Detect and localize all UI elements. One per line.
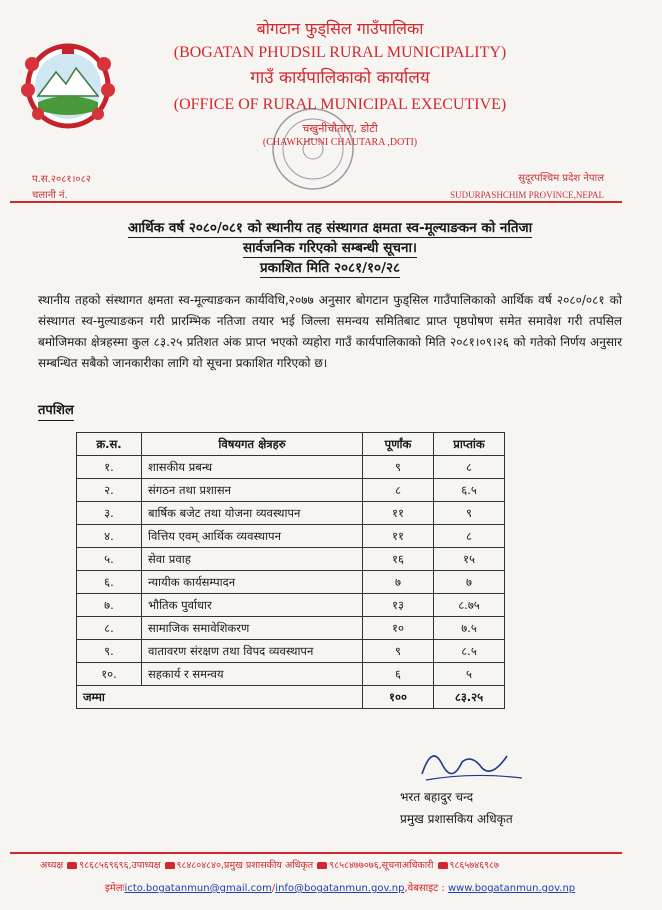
cell-area: वातावरण संरक्षण तथा विपद व्यवस्थापन — [142, 640, 363, 663]
cell-serial: १०. — [77, 663, 142, 686]
office-name-np: गाउँ कार्यपालिकाको कार्यालय — [250, 68, 430, 88]
chair-label: अध्यक्ष — [40, 860, 64, 871]
office-seal-icon — [268, 104, 358, 194]
email-link-info[interactable]: info@bogatanmun.gov.np — [275, 883, 405, 894]
table-row — [77, 479, 505, 502]
phone-icon — [317, 862, 327, 869]
cell-area: बार्षिक बजेट तथा योजना व्यवस्थापन — [142, 502, 363, 525]
table-row — [77, 617, 505, 640]
results-table — [76, 432, 505, 709]
cell-serial: ८. — [77, 617, 142, 640]
info-officer-label: ,सूचनाअधिकारी — [378, 860, 434, 871]
cell-area: वित्तिय एवम् आर्थिक व्यवस्थापन — [142, 525, 363, 548]
cell-full: ९ — [363, 640, 434, 663]
notice-title — [40, 218, 620, 278]
signatory — [400, 786, 513, 830]
reference-block — [32, 172, 91, 204]
cell-serial: ४. — [77, 525, 142, 548]
cao-label: ,प्रमुख प्रशासकीय अधिकृत — [221, 860, 314, 871]
table-header-row — [77, 433, 505, 456]
cell-obtained: ८ — [434, 525, 505, 548]
signature-icon — [412, 734, 532, 794]
cell-serial: ७. — [77, 594, 142, 617]
phone-icon — [438, 862, 448, 869]
cell-serial: ६. — [77, 571, 142, 594]
footer-divider — [10, 852, 622, 854]
title-line-2: सार्वजनिक गरिएको सम्बन्धी सूचना। — [242, 240, 418, 256]
chair-phone: ९८६८५६९६९६ — [79, 860, 129, 871]
details-heading: तपशिल — [38, 402, 74, 421]
address-np: चखुनीचौतारा, डोटी — [302, 122, 378, 135]
cell-obtained: ८.५ — [434, 640, 505, 663]
phone-icon — [165, 862, 175, 869]
header-area: विषयगत क्षेत्रहरु — [142, 433, 363, 456]
municipality-name-np: बोगटान फुड्सिल गाउँपालिका — [256, 19, 424, 38]
vice-label: ,उपाध्यक्ष — [128, 860, 161, 871]
cell-full: ११ — [363, 502, 434, 525]
cell-serial: ३. — [77, 502, 142, 525]
header-obtained: प्राप्तांक — [434, 433, 505, 456]
header-serial: क्र.स. — [77, 433, 142, 456]
table-row — [77, 548, 505, 571]
cell-obtained: ८.७५ — [434, 594, 505, 617]
website-label: ,वेबसाइट : — [404, 883, 445, 894]
cell-full: ११ — [363, 525, 434, 548]
phone-icon — [67, 862, 77, 869]
published-date: प्रकाशित मिति २०८१/१०/२८ — [259, 260, 401, 276]
info-officer-phone: ९८६५७४६९८७ — [449, 860, 499, 871]
total-full: १०० — [363, 686, 434, 709]
email-link-ict[interactable]: icto.bogatanmun@gmail.com — [124, 883, 272, 894]
vice-phone: ९८४८०४८४० — [176, 860, 222, 871]
signatory-name: भरत बहादुर चन्द — [400, 790, 474, 804]
cell-serial: १. — [77, 456, 142, 479]
province-np: सुदूरपश्चिम प्रदेश नेपाल — [518, 173, 604, 184]
email-label: इमेलः — [104, 883, 125, 894]
table-total-row — [77, 686, 505, 709]
municipality-logo-icon — [18, 34, 118, 134]
cell-full: ८ — [363, 479, 434, 502]
cell-full: ६ — [363, 663, 434, 686]
title-line-1: आर्थिक वर्ष २०८०/०८१ को स्थानीय तह संस्थागत क्षमता स्व-मूल्याङकन को नतिजा — [127, 220, 533, 236]
table-row — [77, 640, 505, 663]
email-separator: / — [271, 883, 276, 894]
cell-obtained: ७ — [434, 571, 505, 594]
cao-phone: ९८५८४७७०७६ — [329, 860, 379, 871]
cell-full: १० — [363, 617, 434, 640]
table-row — [77, 594, 505, 617]
table-row — [77, 663, 505, 686]
total-obtained: ८३.२५ — [434, 686, 505, 709]
cell-obtained: १५ — [434, 548, 505, 571]
province-en: SUDURPASHCHIM PROVINCE,NEPAL — [450, 190, 604, 200]
cell-area: संगठन तथा प्रशासन — [142, 479, 363, 502]
cell-obtained: ५ — [434, 663, 505, 686]
cell-obtained: ९ — [434, 502, 505, 525]
cell-full: ९ — [363, 456, 434, 479]
cell-area: भौतिक पुर्वाधार — [142, 594, 363, 617]
cell-obtained: ८ — [434, 456, 505, 479]
website-link[interactable]: www.bogatanmun.gov.np — [447, 883, 576, 894]
office-name-en: (OFFICE OF RURAL MUNICIPAL EXECUTIVE) — [173, 96, 507, 113]
table-row — [77, 456, 505, 479]
cell-area: सामाजिक समावेशिकरण — [142, 617, 363, 640]
table-row — [77, 571, 505, 594]
header-divider — [10, 201, 622, 203]
cell-full: ७ — [363, 571, 434, 594]
cell-serial: २. — [77, 479, 142, 502]
cell-area: सहकार्य र समन्वय — [142, 663, 363, 686]
cell-obtained: ६.५ — [434, 479, 505, 502]
notice-body: स्थानीय तहको संस्थागत क्षमता स्व-मूल्याङकन कार्यविधि,२०७७ अनुसार बोगटान फुड्सिल गाउँपालिकाको आर्थिक वर्ष २०८०/०८१ को संस्थागत स्व-मुल्याङकन गरी प्रारम्भिक नतिजा तयार भई जिल्ला समन्वय समितिबाट प्राप्त पृष्ठपोषण समेत समावेश गरी तपसिल बमोजिमका क्षेत्रहस्मा कुल ८३.२५ प्रतिशत अंक प्राप्त भएको व्यहोरा गाउँ कार्यपालिकाको मिति २०८१।०९।२६ को गतेको निर्णय अनुसार सम्बन्धित सबैको जानकारीका लागि यो सूचना प्रकाशित गरिएको छ। — [38, 293, 622, 370]
cell-area: न्यायीक कार्यसम्पादन — [142, 571, 363, 594]
signatory-designation: प्रमुख प्रशासकिय अधिकृत — [400, 812, 513, 826]
cell-obtained: ७.५ — [434, 617, 505, 640]
cell-area: शासकीय प्रबन्ध — [142, 456, 363, 479]
cell-serial: ९. — [77, 640, 142, 663]
dispatch-number: चलानी नं. — [32, 190, 68, 201]
table-row — [77, 525, 505, 548]
address-en: (CHAWKHUNI CHAUTARA ,DOTI) — [262, 137, 418, 148]
cell-full: १६ — [363, 548, 434, 571]
footer-web — [60, 880, 620, 894]
total-label: जम्मा — [77, 686, 363, 709]
municipality-name-en: (BOGATAN PHUDSIL RURAL MUNICIPALITY) — [173, 44, 507, 61]
header-full-marks: पूर्णांक — [363, 433, 434, 456]
table-row — [77, 502, 505, 525]
cell-area: सेवा प्रवाह — [142, 548, 363, 571]
reference-number: प.स.२०८१।०८२ — [32, 174, 91, 185]
province-block — [450, 170, 604, 204]
footer-contacts — [40, 858, 630, 871]
cell-serial: ५. — [77, 548, 142, 571]
cell-full: १३ — [363, 594, 434, 617]
